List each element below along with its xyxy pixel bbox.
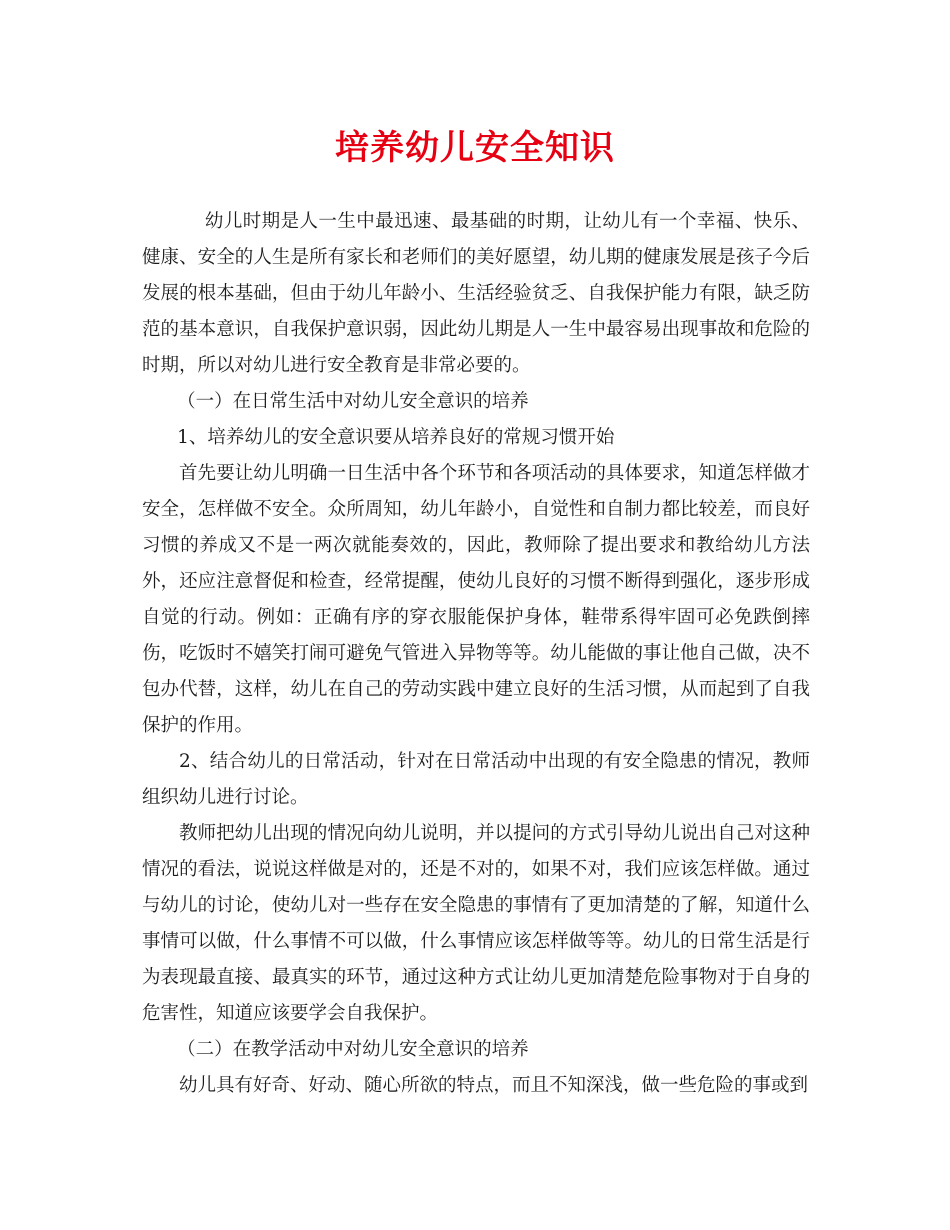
subheading-2: 2、结合幼儿的日常活动，针对在日常活动中出现的有安全隐患的情况，教师组织幼儿进行讨论。 bbox=[142, 751, 810, 808]
document-body bbox=[142, 204, 810, 1104]
section-heading-1: （一）在日常生活中对幼儿安全意识的培养 bbox=[177, 391, 529, 412]
section-heading-2: （二）在教学活动中对幼儿安全意识的培养 bbox=[177, 1039, 529, 1060]
subheading-1: 1、培养幼儿的安全意识要从培养良好的常规习惯开始 bbox=[177, 427, 615, 448]
paragraph-teaching: 幼儿具有好奇、好动、随心所欲的特点，而且不知深浅，做一些危险的事或到 bbox=[179, 1075, 809, 1096]
document-title: 培养幼儿安全知识 bbox=[335, 128, 615, 168]
paragraph-intro: 幼儿时期是人一生中最迅速、最基础的时期，让幼儿有一个幸福、快乐、健康、安全的人生是所有家长和老师们的美好愿望，幼儿期的健康发展是孩子今后发展的根本基础，但由于幼儿年龄小、生活经验贫乏、自我保护能力有限，缺乏防范的基本意识，自我保护意识弱，因此幼儿期是人一生中最容易出现事故和危险的时期，所以对幼儿进行安全教育是非常必要的。 bbox=[142, 211, 810, 376]
paragraph-habits: 首先要让幼儿明确一日生活中各个环节和各项活动的具体要求，知道怎样做才安全，怎样做不安全。众所周知，幼儿年龄小，自觉性和自制力都比较差，而良好习惯的养成又不是一两次就能奏效的，因此，教师除了提出要求和教给幼儿方法外，还应注意督促和检查，经常提醒，使幼儿良好的习惯不断得到强化，逐步形成自觉的行动。例如：正确有序的穿衣服能保护身体，鞋带系得牢固可必免跌倒摔伤，吃饭时不嬉笑打闹可避免气管进入异物等等。幼儿能做的事让他自己做，决不包办代替，这样，幼儿在自己的劳动实践中建立良好的生活习惯，从而起到了自我保护的作用。 bbox=[142, 463, 810, 736]
paragraph-discussion: 教师把幼儿出现的情况向幼儿说明，并以提问的方式引导幼儿说出自己对这种情况的看法，说说这样做是对的，还是不对的，如果不对，我们应该怎样做。通过与幼儿的讨论，使幼儿对一些存在安全隐患的事情有了更加清楚的了解，知道什么事情可以做，什么事情不可以做，什么事情应该怎样做等等。幼儿的日常生活是行为表现最直接、最真实的环节，通过这种方式让幼儿更加清楚危险事物对于自身的危害性，知道应该要学会自我保护。 bbox=[142, 823, 810, 1024]
